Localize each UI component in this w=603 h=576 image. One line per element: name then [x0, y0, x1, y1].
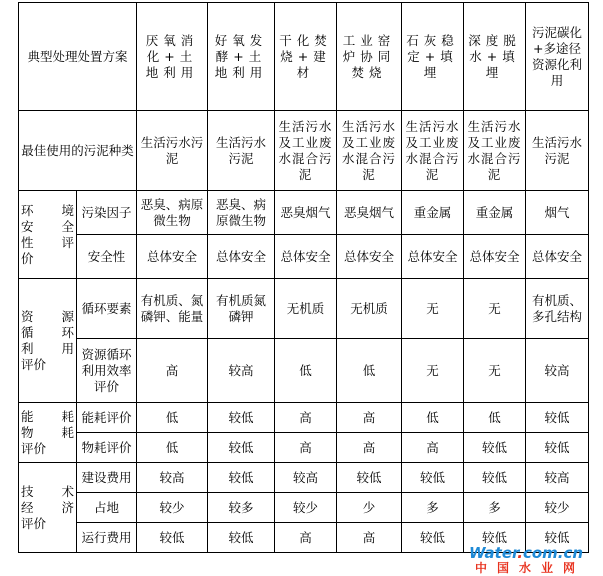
- cell: 较高: [208, 339, 275, 403]
- cell: 总体安全: [337, 235, 402, 279]
- cell: 低: [402, 403, 464, 433]
- cell: 高: [275, 523, 337, 553]
- cell: 生活污水污泥: [526, 111, 589, 191]
- cell: 较低: [464, 433, 526, 463]
- row-label: 运行费用: [77, 523, 137, 553]
- cell: 无: [464, 279, 526, 339]
- cell: 较低: [208, 463, 275, 493]
- method-header: 工业窑炉协同焚烧: [337, 3, 402, 111]
- cell: 高: [337, 523, 402, 553]
- cell: 总体安全: [464, 235, 526, 279]
- table-row: [19, 493, 589, 523]
- cell: 较低: [402, 463, 464, 493]
- cell: 总体安全: [275, 235, 337, 279]
- cell: 较高: [137, 463, 208, 493]
- cell: 低: [137, 433, 208, 463]
- cell: 无: [464, 339, 526, 403]
- watermark-brand: Water.com.cn: [469, 544, 584, 562]
- cell: 较高: [526, 463, 589, 493]
- cell: 恶臭、病原微生物: [208, 191, 275, 235]
- sludge-comparison-table: [18, 2, 589, 553]
- cell: 无: [402, 279, 464, 339]
- cell: 生活污水污泥: [208, 111, 275, 191]
- cell: 有机质、多孔结构: [526, 279, 589, 339]
- row-label: 占地: [77, 493, 137, 523]
- category-consumption: 能耗 物耗 评价: [19, 403, 77, 463]
- row-label: 资源循环利用效率评价: [77, 339, 137, 403]
- row-label: 安全性: [77, 235, 137, 279]
- method-header: 深度脱水+填埋: [464, 3, 526, 111]
- cell: 总体安全: [526, 235, 589, 279]
- cell: 生活污水污泥: [137, 111, 208, 191]
- cell: 恶臭烟气: [275, 191, 337, 235]
- cell: 较少: [275, 493, 337, 523]
- cell: 较低: [208, 403, 275, 433]
- row-label: 物耗评价: [77, 433, 137, 463]
- table-row: [19, 463, 589, 493]
- cell: 较低: [208, 523, 275, 553]
- cell: 高: [275, 433, 337, 463]
- cell: 重金属: [464, 191, 526, 235]
- row-label: 污染因子: [77, 191, 137, 235]
- cell: 烟气: [526, 191, 589, 235]
- cell: 高: [337, 433, 402, 463]
- cell: 较低: [526, 433, 589, 463]
- cell: 低: [275, 339, 337, 403]
- category-env: 环境 安全 性评 价: [19, 191, 77, 279]
- row-label: 能耗评价: [77, 403, 137, 433]
- cell: 高: [137, 339, 208, 403]
- cell: 总体安全: [402, 235, 464, 279]
- method-header: 厌氧消化+土地利用: [137, 3, 208, 111]
- cell: 无: [402, 339, 464, 403]
- table-row: [19, 191, 589, 235]
- table-row: [19, 403, 589, 433]
- cell: 较高: [526, 339, 589, 403]
- cell: 较低: [137, 523, 208, 553]
- cell: 生活污水及工业废水混合污泥: [464, 111, 526, 191]
- watermark-subtitle: 中国水业网: [475, 561, 586, 575]
- cell: 生活污水及工业废水混合污泥: [402, 111, 464, 191]
- cell: 总体安全: [137, 235, 208, 279]
- cell: 较多: [208, 493, 275, 523]
- category-resource: 资源 循环 利用 评价: [19, 279, 77, 403]
- table-row: [19, 235, 589, 279]
- row-label: 循环要素: [77, 279, 137, 339]
- corner-header: 典型处理处置方案: [19, 3, 137, 111]
- header-row: [19, 3, 589, 111]
- cell: 生活污水及工业废水混合污泥: [337, 111, 402, 191]
- cell: 高: [402, 433, 464, 463]
- method-header: 好氧发酵+土地利用: [208, 3, 275, 111]
- cell: 较少: [526, 493, 589, 523]
- cell: 生活污水及工业废水混合污泥: [275, 111, 337, 191]
- cell: 较少: [137, 493, 208, 523]
- row-label: 建设费用: [77, 463, 137, 493]
- cell: 较低: [526, 523, 589, 553]
- method-header: 干化焚烧+建材: [275, 3, 337, 111]
- cell: 恶臭烟气: [337, 191, 402, 235]
- cell: 无机质: [337, 279, 402, 339]
- watermark-logo: [469, 544, 599, 574]
- cell: 重金属: [402, 191, 464, 235]
- cell: 低: [464, 403, 526, 433]
- cell: 低: [137, 403, 208, 433]
- cell: 较低: [208, 433, 275, 463]
- cell: 多: [464, 493, 526, 523]
- cell: 低: [337, 339, 402, 403]
- cell: 较低: [464, 463, 526, 493]
- cell: 多: [402, 493, 464, 523]
- cell: 少: [337, 493, 402, 523]
- cell: 较低: [402, 523, 464, 553]
- cell: 恶臭、病原微生物: [137, 191, 208, 235]
- cell: 较低: [526, 403, 589, 433]
- method-header: 污泥碳化+多途径资源化利用: [526, 3, 589, 111]
- cell: 无机质: [275, 279, 337, 339]
- cell: 较低: [464, 523, 526, 553]
- cell: 有机质氮磷钾: [208, 279, 275, 339]
- table-row: [19, 433, 589, 463]
- cell: 有机质、氮磷钾、能量: [137, 279, 208, 339]
- cell: 较低: [337, 463, 402, 493]
- row-label: 最佳使用的污泥种类: [19, 111, 137, 191]
- cell: 高: [337, 403, 402, 433]
- method-header: 石灰稳定+填埋: [402, 3, 464, 111]
- table-row: [19, 339, 589, 403]
- cell: 总体安全: [208, 235, 275, 279]
- best-sludge-row: [19, 111, 589, 191]
- table-row: [19, 279, 589, 339]
- cell: 高: [275, 403, 337, 433]
- cell: 较高: [275, 463, 337, 493]
- category-tech-econ: 技术 经济 评价: [19, 463, 77, 553]
